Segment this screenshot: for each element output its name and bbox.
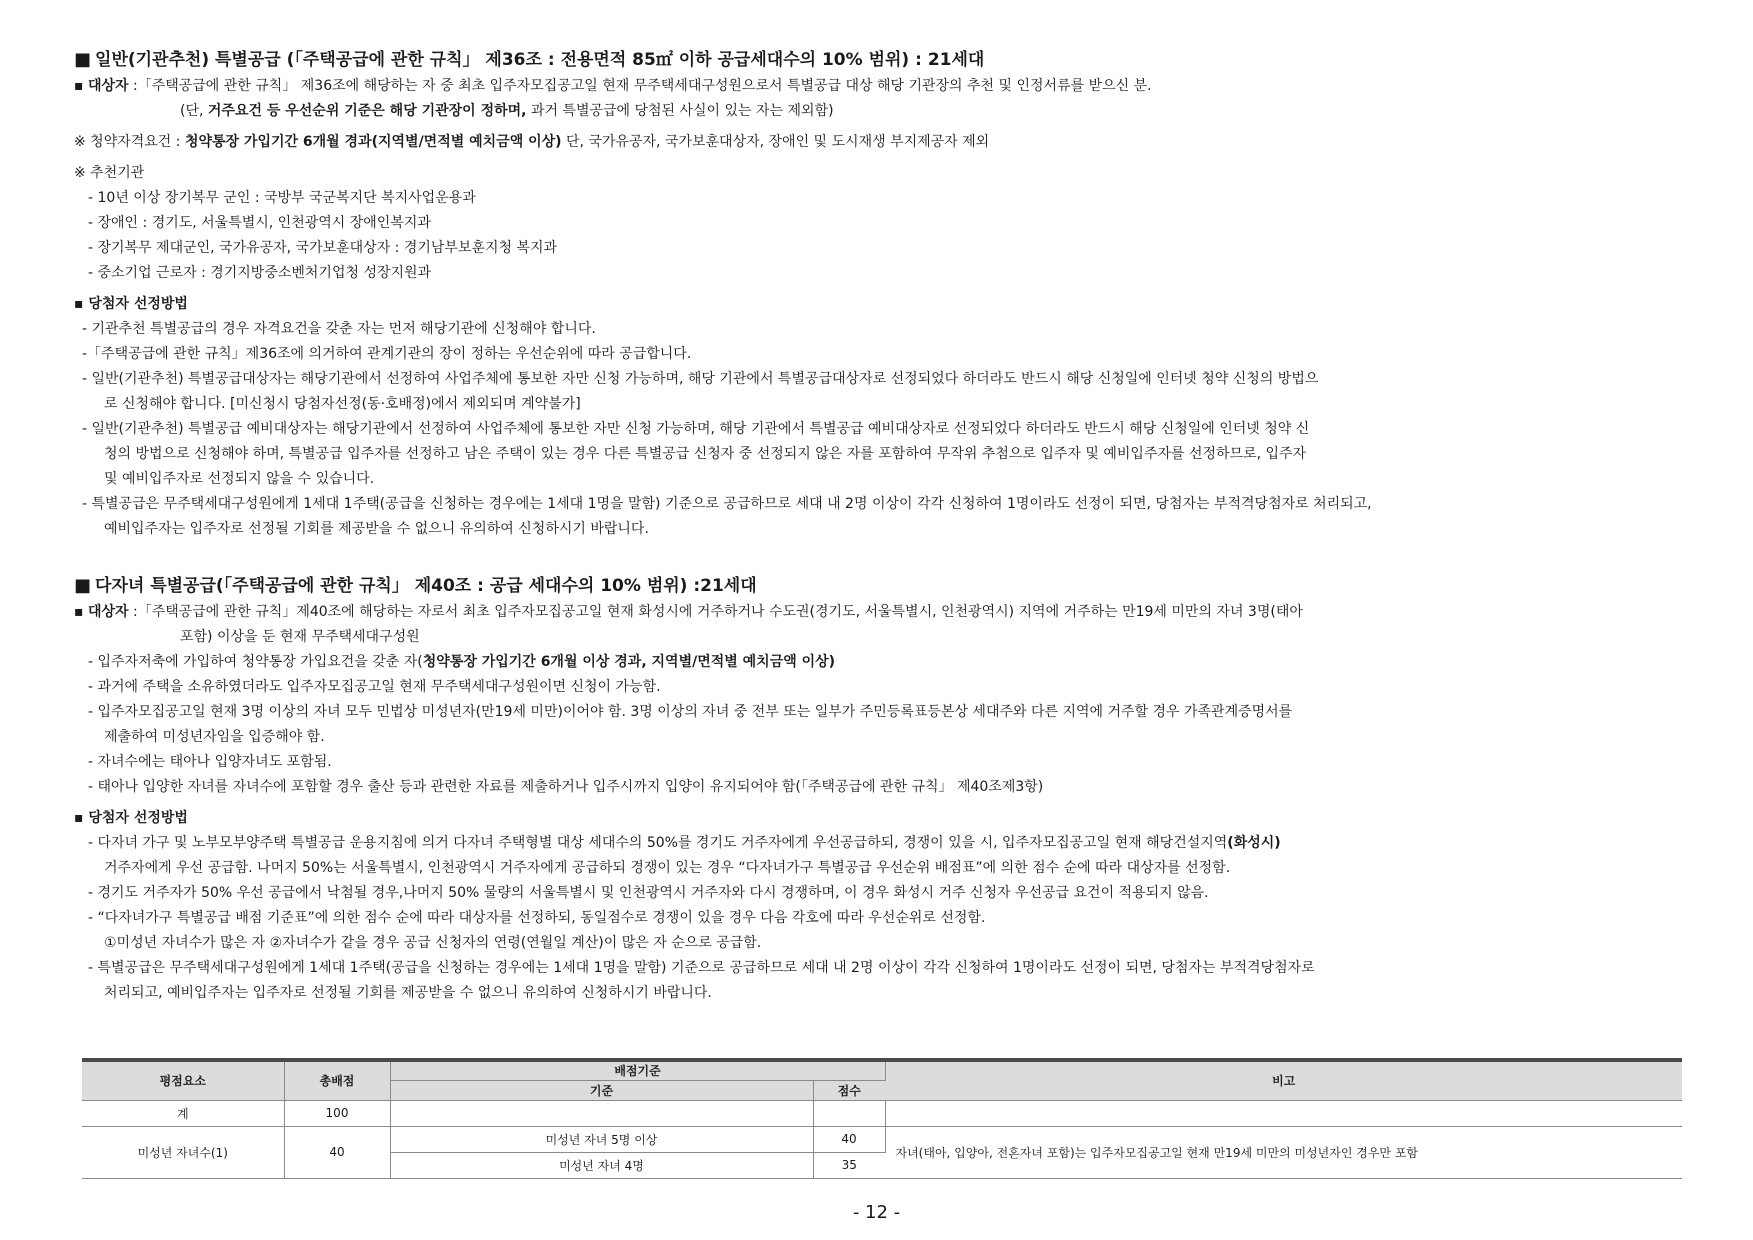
- section-title-text: 일반(기관추천) 특별공급 (「주택공급에 관한 규칙」 제36조 : 전용면적 85㎡ 이하 공급세대수의 10% 범위) : 21세대: [95, 50, 985, 70]
- target-line: [74, 74, 1684, 99]
- selection-line: - 경기도 거주자가 50% 우선 공급에서 낙첨될 경우,나머지 50% 물량의 서울특별시 및 인천광역시 거주자와 다시 경쟁하며, 이 경우 화성시 거주 신청자 우선공급 요건이 적용되지 않음.: [88, 885, 1209, 901]
- selection-line: 처리되고, 예비입주자는 입주자로 선정될 기회를 제공받을 수 없으니 유의하여 신청하시기 바랍니다.: [104, 985, 712, 1001]
- condition-line: - 입주자저축에 가입하여 청약통장 가입요건을 갖춘 자(청약통장 가입기간 6개월 이상 경과, 지역별/면적별 예치금액 이상): [88, 654, 836, 670]
- selection-title: ▪ 당첨자 선정방법: [74, 810, 188, 826]
- bullet-icon: ▪: [74, 296, 84, 312]
- square-bullet-icon: ■: [74, 49, 92, 70]
- condition-line: 제출하여 미성년자임을 입증해야 함.: [104, 729, 325, 745]
- selection-title: ▪ 당첨자 선정방법: [74, 296, 188, 312]
- condition-line: - 과거에 주택을 소유하였더라도 입주자모집공고일 현재 무주택세대구성원이면 신청이 가능함.: [88, 679, 661, 695]
- header-item: 평점요소: [82, 1060, 284, 1100]
- bullet-icon: ▪: [74, 604, 84, 620]
- section-title-text: 다자녀 특별공급(「주택공급에 관한 규칙」 제40조 : 공급 세대수의 10% 범위) :21세대: [95, 576, 757, 596]
- row-points: 35: [813, 1152, 885, 1178]
- target-label: 대상자: [87, 78, 129, 94]
- row-note: 자녀(태아, 입양아, 전혼자녀 포함)는 입주자모집공고일 현재 만19세 미만의 미성년자인 경우만 포함: [885, 1126, 1682, 1178]
- selection-line: 청의 방법으로 신청해야 하며, 특별공급 입주자를 선정하고 남은 주택이 있는 경우 다른 특별공급 신청자 중 선정되지 않은 자를 포함하여 무작위 추첨으로 입주자 및 예비입주자를 선정하므로, 입주자: [104, 446, 1307, 462]
- target-sub-line: (단, 거주요건 등 우선순위 기준은 해당 기관장이 정하며, 과거 특별공급에 당첨된 사실이 있는 자는 제외함): [180, 103, 834, 119]
- header-criteria: 배점기준: [390, 1060, 885, 1080]
- selection-line: 로 신청해야 합니다. [미신청시 당첨자선정(동·호배정)에서 제외되며 계약불가]: [104, 396, 581, 412]
- selection-line: - 일반(기관추천) 특별공급대상자는 해당기관에서 선정하여 사업주체에 통보한 자만 신청 가능하며, 해당 기관에서 특별공급대상자로 선정되었다 하더라도 반드시 해당 신청일에 인터넷 청약 신청의 방법으: [82, 371, 1319, 387]
- page-number: - 12 -: [852, 1202, 901, 1223]
- recommend-item: - 중소기업 근로자 : 경기지방중소벤처기업청 성장지원과: [88, 265, 432, 281]
- row-total: 40: [284, 1126, 390, 1178]
- target-label: 대상자: [87, 604, 129, 620]
- selection-line: -「주택공급에 관한 규칙」제36조에 의거하여 관계기관의 장이 정하는 우선순위에 따라 공급합니다.: [82, 346, 692, 362]
- recommend-item: - 장기복무 제대군인, 국가유공자, 국가보훈대상자 : 경기남부보훈지청 복지과: [88, 240, 558, 256]
- target-text: :「주택공급에 관한 규칙」제40조에 해당하는 자로서 최초 입주자모집공고일 현재 화성시에 거주하거나 수도권(경기도, 서울특별시, 인천광역시) 지역에 거주하는 만19세 미만의 자녀 3명(태아: [128, 604, 1303, 620]
- section-title-multichild: [74, 572, 1684, 600]
- score-table: [82, 1058, 1682, 1179]
- row-total: 100: [284, 1100, 390, 1126]
- selection-line: - 다자녀 가구 및 노부모부양주택 특별공급 운용지침에 의거 다자녀 주택형별 대상 세대수의 50%를 경기도 거주자에게 우선공급하되, 경쟁이 있을 시, 입주자모집공고일 현재 해당건설지역(화성시): [88, 835, 1281, 851]
- target-text: :「주택공급에 관한 규칙」 제36조에 해당하는 자 중 최초 입주자모집공고일 현재 무주택세대구성원으로서 특별공급 대상 해당 기관장의 추천 및 인정서류를 받으신 분.: [128, 78, 1152, 94]
- recommend-title: ※ 추천기관: [74, 165, 145, 181]
- header-points: 점수: [813, 1080, 885, 1100]
- row-points: 40: [813, 1126, 885, 1152]
- row-criteria: 미성년 자녀 5명 이상: [390, 1126, 813, 1152]
- header-basis: 기준: [390, 1080, 813, 1100]
- selection-line: - 특별공급은 무주택세대구성원에게 1세대 1주택(공급을 신청하는 경우에는 1세대 1명을 말함) 기준으로 공급하므로 세대 내 2명 이상이 각각 신청하여 1명이라도 선정이 되면, 당첨자는 부적격당첨자로 처리되고,: [82, 496, 1372, 512]
- condition-line: - 태아나 입양한 자녀를 자녀수에 포함할 경우 출산 등과 관련한 자료를 제출하거나 입주시까지 입양이 유지되어야 함(「주택공급에 관한 규칙」 제40조제3항): [88, 779, 1044, 795]
- recommend-item: - 10년 이상 장기복무 군인 : 국방부 국군복지단 복지사업운용과: [88, 190, 476, 206]
- target-sub-line: 포함) 이상을 둔 현재 무주택세대구성원: [180, 629, 420, 645]
- document-body: [74, 46, 1684, 1006]
- selection-line: - “다자녀가구 특별공급 배점 기준표”에 의한 점수 순에 따라 대상자를 선정하되, 동일점수로 경쟁이 있을 경우 다음 각호에 따라 우선순위로 선정함.: [88, 910, 986, 926]
- selection-line: - 특별공급은 무주택세대구성원에게 1세대 1주택(공급을 신청하는 경우에는 1세대 1명을 말함) 기준으로 공급하므로 세대 내 2명 이상이 각각 신청하여 1명이라도 선정이 되면, 당첨자는 부적격당첨자로: [88, 960, 1315, 976]
- row-label: 계: [82, 1100, 284, 1126]
- bullet-icon: ▪: [74, 78, 84, 94]
- target-line: [74, 600, 1684, 625]
- selection-line: ①미성년 자녀수가 많은 자 ②자녀수가 같을 경우 공급 신청자의 연령(연월일 계산)이 많은 자 순으로 공급함.: [104, 935, 762, 951]
- header-note: 비고: [885, 1060, 1682, 1100]
- table-row: [82, 1126, 1682, 1152]
- selection-line: - 일반(기관추천) 특별공급 예비대상자는 해당기관에서 선정하여 사업주체에 통보한 자만 신청 가능하며, 해당 기관에서 특별공급 예비대상자로 선정되었다 하더라도 반드시 해당 신청일에 인터넷 청약 신: [82, 421, 1310, 437]
- selection-line: 및 예비입주자로 선정되지 않을 수 있습니다.: [104, 471, 375, 487]
- square-bullet-icon: ■: [74, 575, 92, 596]
- row-label: 미성년 자녀수(1): [82, 1126, 284, 1178]
- condition-line: - 입주자모집공고일 현재 3명 이상의 자녀 모두 민법상 미성년자(만19세 미만)이어야 함. 3명 이상의 자녀 중 전부 또는 일부가 주민등록표등본상 세대주와 다른 지역에 거주할 경우 가족관계증명서를: [88, 704, 1293, 720]
- recommend-item: - 장애인 : 경기도, 서울특별시, 인천광역시 장애인복지과: [88, 215, 431, 231]
- section-title-institution: [74, 46, 1684, 74]
- header-total: 총배점: [284, 1060, 390, 1100]
- selection-line: 거주자에게 우선 공급함. 나머지 50%는 서울특별시, 인천광역시 거주자에게 공급하되 경쟁이 있는 경우 “다자녀가구 특별공급 우선순위 배점표”에 의한 점수 순에 따라 대상자를 선정함.: [104, 860, 1231, 876]
- row-criteria: 미성년 자녀 4명: [390, 1152, 813, 1178]
- selection-line: 예비입주자는 입주자로 선정될 기회를 제공받을 수 없으니 유의하여 신청하시기 바랍니다.: [104, 521, 649, 537]
- qualification-line: ※ 청약자격요건 : 청약통장 가입기간 6개월 경과(지역별/면적별 예치금액 이상) 단, 국가유공자, 국가보훈대상자, 장애인 및 도시재생 부지제공자 제외: [74, 134, 990, 150]
- condition-line: - 자녀수에는 태아나 입양자녀도 포함됨.: [88, 754, 332, 770]
- bullet-icon: ▪: [74, 810, 84, 826]
- table-row: [82, 1100, 1682, 1126]
- selection-line: - 기관추천 특별공급의 경우 자격요건을 갖춘 자는 먼저 해당기관에 신청해야 합니다.: [82, 321, 596, 337]
